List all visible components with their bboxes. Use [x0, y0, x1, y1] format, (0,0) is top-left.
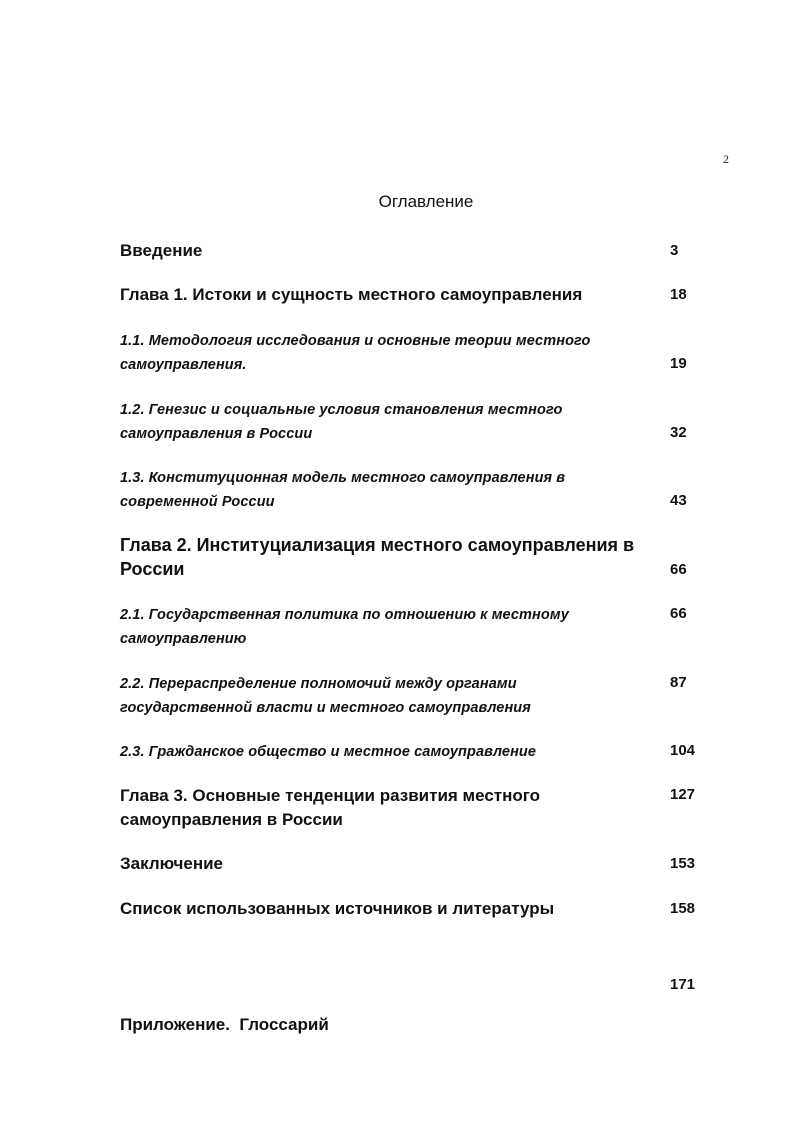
toc-entry-text: 2.3. Гражданское общество и местное самоуправление [120, 744, 537, 760]
toc-page-number: 66 [670, 605, 687, 622]
toc-entry-bibliography [120, 897, 660, 921]
toc-entry-section-2-3 [120, 740, 660, 764]
toc-page-number: 3 [670, 242, 679, 259]
toc-entry-text: Заключение [120, 854, 223, 873]
toc-entry-text: Глава 2. Институциализация местного самоуправления в России [120, 535, 635, 579]
toc-page-number: 43 [670, 492, 687, 509]
toc-page-number: 87 [670, 674, 687, 691]
toc-entry-text: Приложение. Глоссарий [120, 1015, 329, 1034]
toc-page-number: 171 [670, 976, 696, 993]
toc-entry-appendix [120, 965, 660, 1085]
toc-entry-text: Глава 3. Основные тенденции развития местного самоуправления в России [120, 786, 541, 829]
toc-entry-section-2-1 [120, 603, 625, 651]
toc-entry-text: 2.2. Перераспределение полномочий между органами государственной власти и местного самоуправления [120, 676, 531, 716]
toc-entry-text: 1.3. Конституционная модель местного самоуправления в современной России [120, 470, 566, 510]
toc-page-number: 153 [670, 855, 696, 872]
toc-page-number: 127 [670, 786, 696, 803]
toc-entry-chapter-1 [120, 283, 660, 307]
toc-entry-text: Глава 1. Истоки и сущность местного самоуправления [120, 285, 583, 304]
toc-page-number: 19 [670, 355, 687, 372]
toc-page-number: 32 [670, 424, 687, 441]
toc-entry-text: 1.1. Методология исследования и основные теории местного самоуправления. [120, 333, 591, 373]
toc-page-number: 104 [670, 742, 696, 759]
toc-entry-text: 1.2. Генезис и социальные условия становления местного самоуправления в России [120, 402, 563, 442]
toc-entry-section-2-2 [120, 672, 590, 720]
toc-entry-chapter-2 [120, 533, 660, 581]
toc-title: Оглавление [378, 192, 474, 211]
toc-page-number: 18 [670, 286, 687, 303]
toc-page-number: 66 [670, 561, 687, 578]
page-number: 2 [723, 152, 729, 166]
toc-entry-introduction [120, 239, 660, 263]
toc-page-number: 158 [670, 900, 696, 917]
toc-entry-text: 2.1. Государственная политика по отношению к местному самоуправлению [120, 607, 569, 647]
toc-entry-section-1-2 [120, 398, 620, 446]
toc-entry-conclusion [120, 852, 660, 876]
toc-entry-text: Список использованных источников и литературы [120, 899, 555, 918]
toc-entry-section-1-1 [120, 329, 650, 377]
toc-entry-chapter-3 [120, 784, 600, 832]
toc-entry-section-1-3 [120, 466, 620, 514]
toc-entry-text: Введение [120, 241, 203, 260]
